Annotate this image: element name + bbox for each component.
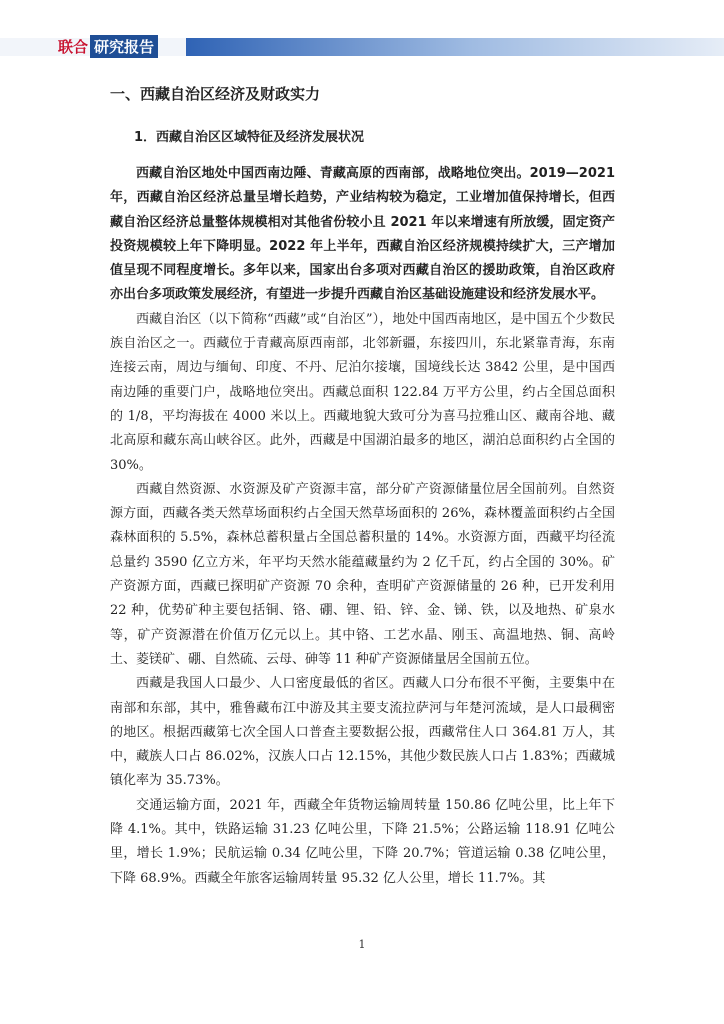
body-paragraph-population: 西藏是我国人口最少、人口密度最低的省区。西藏人口分布很不平衡，主要集中在南部和东部，其中，雅鲁藏布江中游及其主要支流拉萨河与年楚河流域，是人口最稠密的地区。根据西藏第七次全国人口普查主要数据公报，西藏常住人口 364.81 万人，其中，藏族人口占 86.02%，汉族人口占 12.15%，其他少数民族人口占 1.83%；西藏城镇化率为 35.73%。: [110, 676, 615, 789]
page-header: [0, 0, 724, 56]
brand-logo-blue-text: 研究报告: [90, 35, 158, 58]
document-body: [110, 82, 615, 891]
subsection-title: 1．西藏自治区区域特征及经济发展状况: [134, 130, 365, 145]
body-paragraph-transport: 交通运输方面，2021 年，西藏全年货物运输周转量 150.86 亿吨公里，比上年下降 4.1%。其中，铁路运输 31.23 亿吨公里，下降 21.5%；公路运输 118.91 亿吨公里，增长 1.9%；民航运输 0.34 亿吨公里，下降 20.7%；管道运输 0.38 亿吨公里，下降 68.9%。西藏全年旅客运输周转量 95.32 亿人公里，增长 11.7%。其: [110, 797, 615, 886]
summary-paragraph: 西藏自治区地处中国西南边陲、青藏高原的西南部，战略地位突出。2019—2021 年，西藏自治区经济总量呈增长趋势，产业结构较为稳定，工业增加值保持增长，但西藏自治区经济总量整体规模相对其他省份较小且 2021 年以来增速有所放缓，固定资产投资规模较上年下降明显。2022 年上半年，西藏自治区经济规模持续扩大，三产增加值呈现不同程度增长。多年以来，国家出台多项对西藏自治区的援助政策，自治区政府亦出台多项政策发展经济，有望进一步提升西藏自治区基础设施建设和经济发展水平。: [110, 166, 615, 303]
body-paragraph-location: 西藏自治区（以下简称“西藏”或“自治区”），地处中国西南地区，是中国五个少数民族自治区之一。西藏位于青藏高原西南部，北邻新疆，东接四川，东北紧靠青海，东南连接云南，周边与缅甸、印度、不丹、尼泊尔接壤，国境线长达 3842 公里，是中国西南边陲的重要门户，战略地位突出。西藏总面积 122.84 万平方公里，约占全国总面积的 1/8，平均海拔在 4000 米以上。西藏地貌大致可分为喜马拉雅山区、藏南谷地、藏北高原和藏东高山峡谷区。此外，西藏是中国湖泊最多的地区，湖泊总面积约占全国的 30%。: [110, 311, 615, 473]
page-number: 1: [358, 938, 366, 951]
body-paragraph-resources: 西藏自然资源、水资源及矿产资源丰富，部分矿产资源储量位居全国前列。自然资源方面，西藏各类天然草场面积约占全国天然草场面积的 26%，森林覆盖面积约占全国森林面积的 5.5%，森林总蓄积量占全国总蓄积量的 14%。水资源方面，西藏平均径流总量约 3590 亿立方米，年平均天然水能蕴藏量约为 2 亿千瓦，约占全国的 30%。矿产资源方面，西藏已探明矿产资源 70 余种，查明矿产资源储量的 26 种，已开发利用 22 种，优势矿种主要包括铜、铬、硼、锂、铅、锌、金、锑、铁，以及地热、矿泉水等，矿产资源潜在价值万亿元以上。其中铬、工艺水晶、刚玉、高温地热、铜、高岭土、菱镁矿、硼、自然硫、云母、砷等 11 种矿产资源储量居全国前五位。: [110, 481, 615, 667]
section-title: 一、西藏自治区经济及财政实力: [110, 85, 321, 103]
brand-logo-red-text: 联合: [58, 37, 89, 56]
brand-logo: [58, 36, 158, 56]
